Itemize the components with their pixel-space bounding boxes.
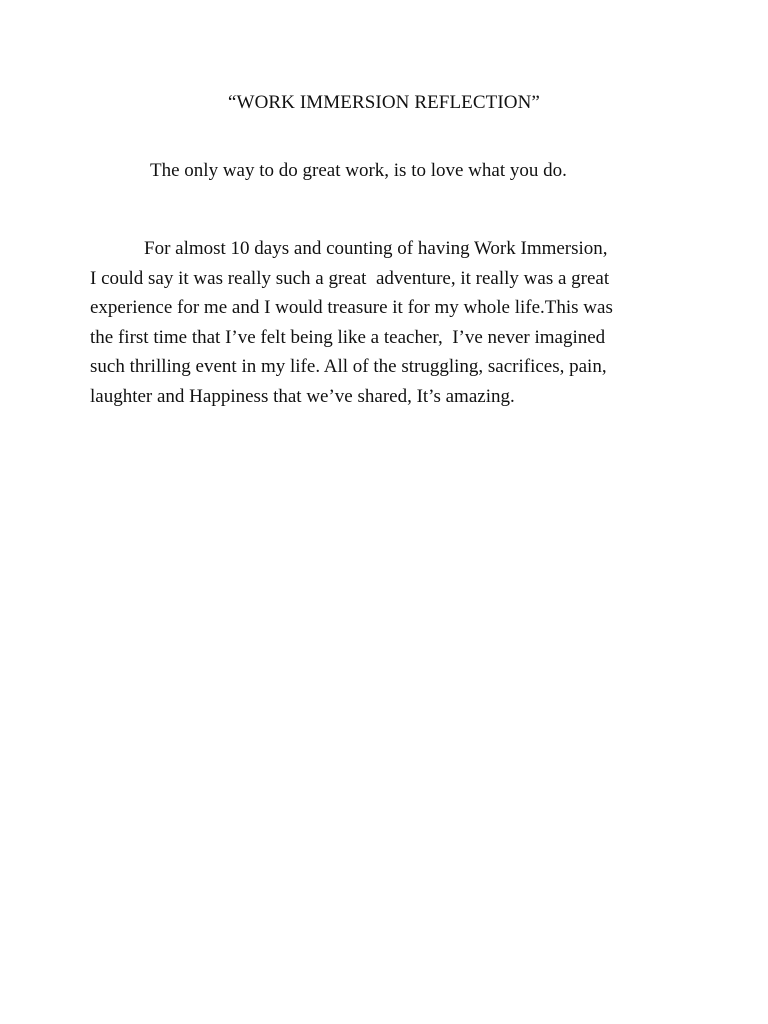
paragraph-line: such thrilling event in my life. All of the struggling, sacrifices, pain, xyxy=(90,356,607,377)
paragraph-line: For almost 10 days and counting of having Work Immersion, xyxy=(144,238,608,259)
document-title: “WORK IMMERSION REFLECTION” xyxy=(228,92,540,113)
opening-quote: The only way to do great work, is to love what you do. xyxy=(150,160,567,181)
paragraph-line: laughter and Happiness that we’ve shared, It’s amazing. xyxy=(90,385,515,407)
paragraph-line: the first time that I’ve felt being like a teacher, I’ve never imagined xyxy=(90,326,606,348)
reflection-paragraph xyxy=(90,234,690,411)
paragraph-line: I could say it was really such a great adventure, it really was a great xyxy=(90,267,610,289)
paragraph-line: experience for me and I would treasure it for my whole life.This was xyxy=(90,297,613,318)
